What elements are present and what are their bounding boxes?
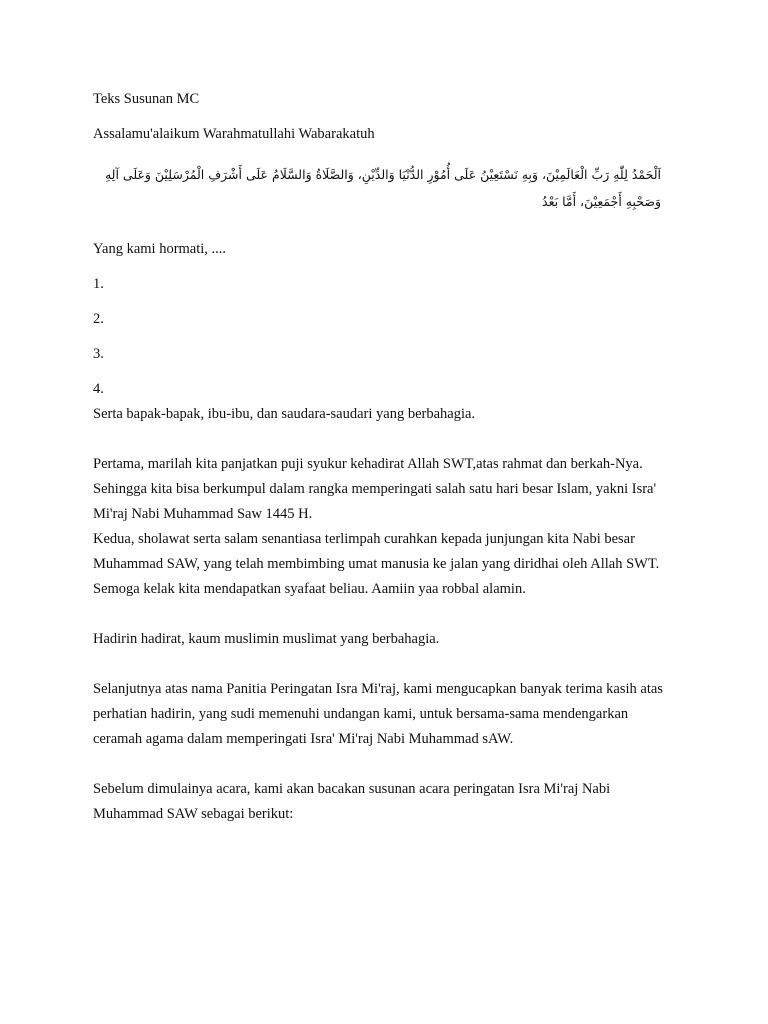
- greeting: Assalamu'alaikum Warahmatullahi Wabarakatuh: [93, 126, 375, 142]
- address-line: Hadirin hadirat, kaum muslimin muslimat yang berbahagia.: [93, 631, 440, 647]
- list-item: 2.: [93, 311, 104, 327]
- arabic-opening: اَلْحَمْدُ لِلّٰهِ رَبِّ الْعَالَمِيْنَ، وَبِهِ نَسْتَعِيْنُ عَلَى أُمُوْرِ الدُّنْيَا وَالدِّيْنِ، وَالصَّلَاةُ وَالسَّلَامُ عَلَى أَشْرَفِ الْمُرْسَلِيْنَ وَعَلَى آلِهِ وَصَحْبِهِ أَجْمَعِيْنَ، أَمَّا بَعْدُ: [104, 167, 661, 209]
- document-title: Teks Susunan MC: [93, 91, 200, 107]
- paragraph-first: Pertama, marilah kita panjatkan puji syukur kehadirat Allah SWT,atas rahmat dan berkah-Nya. Sehingga kita bisa berkumpul dalam rangka memperingati salah satu hari besar Islam, yakni Isra' Mi'raj Nabi Muhammad Saw 1445 H.: [93, 456, 657, 522]
- document-body: [93, 87, 673, 827]
- paragraph-program: Sebelum dimulainya acara, kami akan bacakan susunan acara peringatan Isra Mi'raj Nabi Muhammad SAW sebagai berikut:: [93, 781, 611, 822]
- paragraph-committee: Selanjutnya atas nama Panitia Peringatan Isra Mi'raj, kami mengucapkan banyak terima kasih atas perhatian hadirin, yang sudi memenuhi undangan kami, untuk bersama-sama mendengarkan ceramah agama dalam memperingati Isra' Mi'raj Nabi Muhammad sAW.: [93, 681, 663, 747]
- paragraph-second: Kedua, sholawat serta salam senantiasa terlimpah curahkan kepada junjungan kita Nabi besar Muhammad SAW, yang telah membimbing umat manusia ke jalan yang diridhai oleh Allah SWT. Semoga kelak kita mendapatkan syafaat beliau. Aamiin yaa robbal alamin.: [93, 531, 660, 597]
- list-item: 4.: [93, 381, 104, 397]
- honored-intro: Yang kami hormati, ....: [93, 241, 227, 257]
- list-item: 3.: [93, 346, 104, 362]
- audience-line: Serta bapak-bapak, ibu-ibu, dan saudara-saudari yang berbahagia.: [93, 406, 476, 422]
- list-item: 1.: [93, 276, 104, 292]
